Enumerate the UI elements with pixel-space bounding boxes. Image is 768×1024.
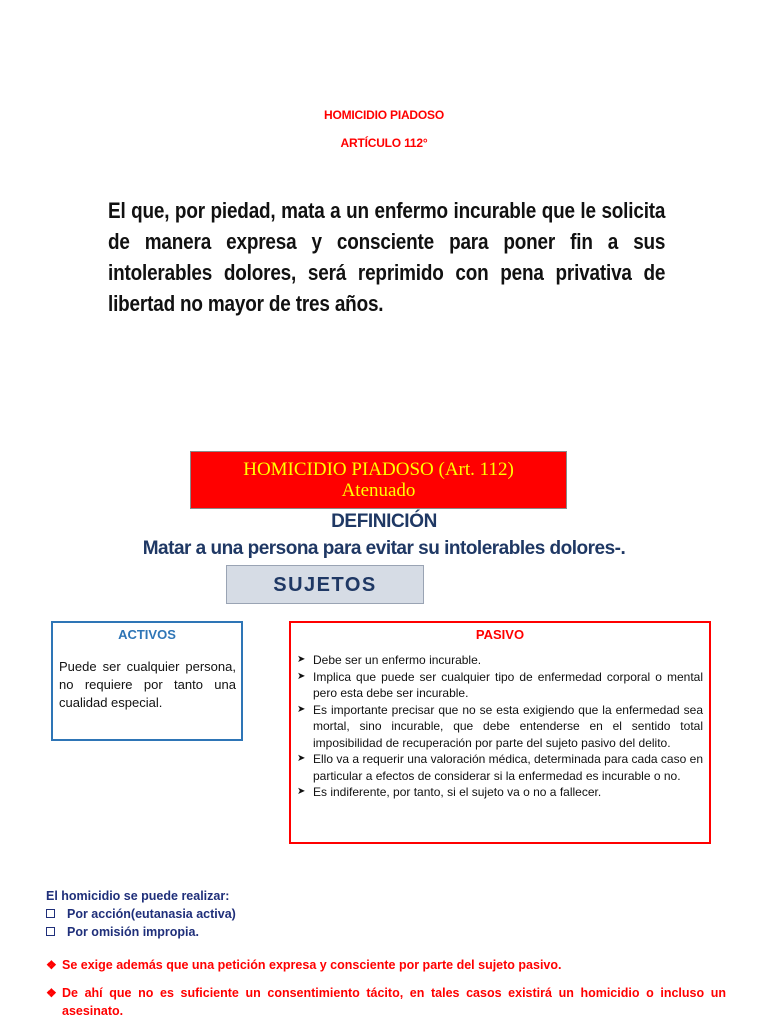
- note-item: ❖ De ahí que no es suficiente un consentimiento tácito, en tales casos existirá un homicidio o incluso un asesinato.: [46, 986, 726, 1018]
- definition-heading: DEFINICIÓN: [331, 511, 437, 532]
- document-title: HOMICIDIO PIADOSO: [324, 108, 444, 122]
- modality-item: Por omisión impropia.: [46, 925, 199, 939]
- diamond-star-icon: ❖: [46, 958, 57, 972]
- arrow-bullet-icon: ➤: [297, 703, 306, 715]
- pasivo-list: [297, 652, 703, 801]
- note-item: ❖ Se exige además que una petición expresa y consciente por parte del sujeto pasivo.: [46, 958, 562, 972]
- pasivo-box: [289, 621, 711, 844]
- diamond-star-icon: ❖: [46, 986, 57, 1000]
- arrow-bullet-icon: ➤: [297, 654, 306, 665]
- arrow-bullet-icon: ➤: [297, 670, 306, 682]
- activos-box: [51, 621, 243, 741]
- list-item: ➤ Es indiferente, por tanto, si el sujeto va o no a fallecer.: [297, 785, 602, 799]
- list-item: ➤ Es importante precisar que no se esta exigiendo que la enfermedad sea mortal, sino incurable, que debe entenderse en el sentido total imposibilidad de recuperación por parte del sujeto pasivo del delito.: [297, 702, 703, 750]
- list-item: ➤ Ello va a requerir una valoración médica, determinada para cada caso en particular a efectos de considerar si la enfermedad es incurable o no.: [297, 752, 703, 783]
- article-number: ARTÍCULO 112°: [340, 136, 428, 150]
- arrow-bullet-icon: ➤: [297, 786, 306, 797]
- article-text: El que, por piedad, mata a un enfermo incurable que le solicita de manera expresa y consciente para poner fin a sus intolerables dolores, será reprimido con pena privativa de libertad no mayor de tres años.: [108, 198, 666, 316]
- modalities-heading: El homicidio se puede realizar:: [46, 889, 230, 903]
- list-item: ➤ Implica que puede ser cualquier tipo de enfermedad corporal o mental pero esta debe ser incurable.: [297, 669, 703, 700]
- section-banner: [190, 451, 567, 509]
- list-item: ➤ Debe ser un enfermo incurable.: [297, 653, 482, 667]
- sujetos-label: SUJETOS: [226, 565, 424, 604]
- pasivo-title: PASIVO: [475, 627, 525, 642]
- banner-subtitle: Atenuado: [341, 480, 416, 501]
- activos-title: ACTIVOS: [118, 627, 176, 642]
- modality-item: Por acción(eutanasia activa): [46, 907, 236, 921]
- checkbox-icon: [46, 909, 55, 918]
- definition-text: Matar a una persona para evitar su intolerables dolores-.: [142, 538, 626, 559]
- arrow-bullet-icon: ➤: [297, 753, 306, 764]
- activos-text: Puede ser cualquier persona, no requiere por tanto una cualidad especial.: [59, 659, 236, 710]
- banner-title: HOMICIDIO PIADOSO (Art. 112): [243, 459, 514, 480]
- checkbox-icon: [46, 927, 55, 936]
